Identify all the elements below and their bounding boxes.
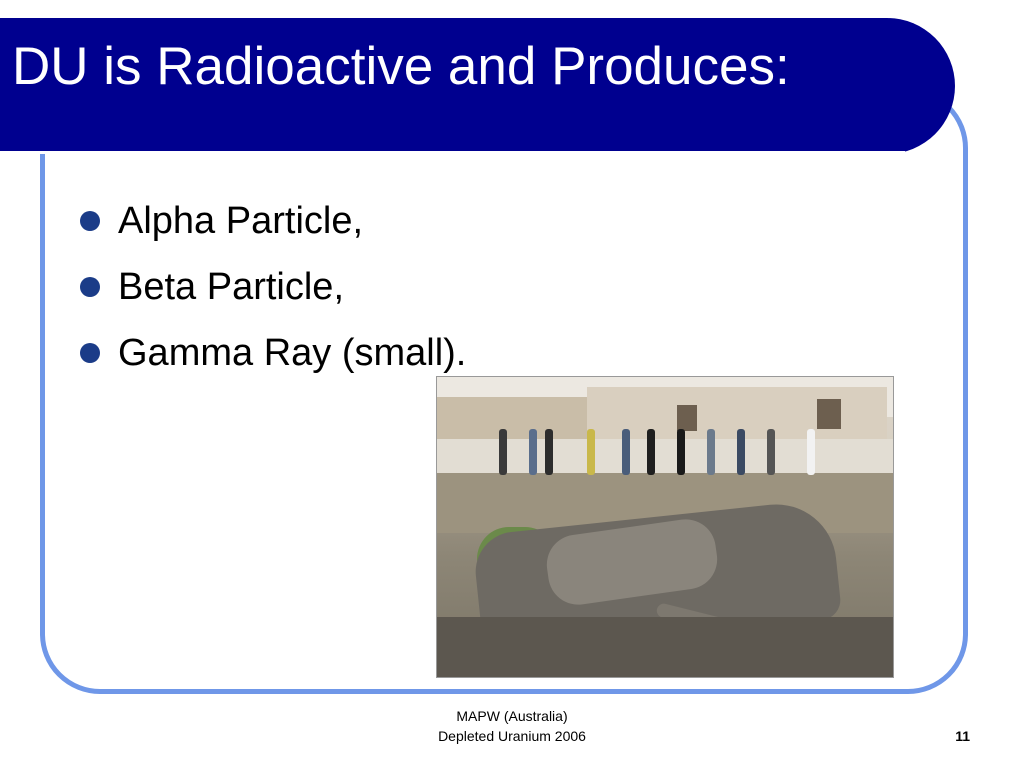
bullet-text: Beta Particle,: [118, 265, 344, 308]
slide-title: DU is Radioactive and Produces:: [12, 37, 790, 96]
bullet-dot-icon: [80, 277, 100, 297]
bullet-text: Gamma Ray (small).: [118, 331, 467, 374]
bullet-item: [80, 188, 466, 254]
page-number: 11: [955, 728, 970, 744]
bullet-dot-icon: [80, 211, 100, 231]
destroyed-tank-photo: [436, 376, 894, 678]
bullet-text: Alpha Particle,: [118, 199, 364, 242]
footer-line-presentation: Depleted Uranium 2006: [438, 728, 586, 744]
footer-line-organization: MAPW (Australia): [456, 708, 568, 724]
bullet-list: [80, 188, 466, 386]
slide-footer: [384, 706, 640, 746]
title-underline: [0, 151, 905, 154]
bullet-dot-icon: [80, 343, 100, 363]
bullet-item: [80, 254, 466, 320]
bullet-item: [80, 320, 466, 386]
